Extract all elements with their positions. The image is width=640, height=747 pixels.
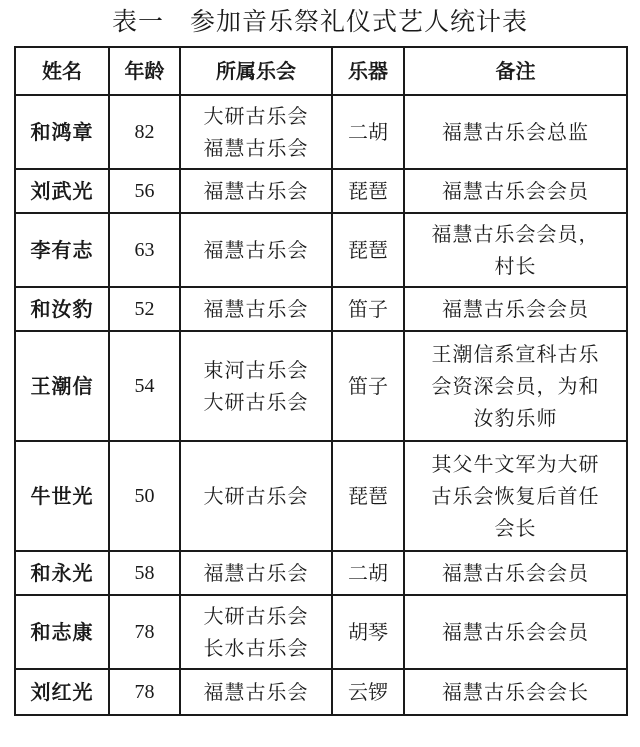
cell-instrument: 云锣 — [332, 669, 404, 715]
cell-instrument: 笛子 — [332, 287, 404, 331]
org-line: 大研古乐会 — [203, 390, 309, 414]
note-line: 福慧古乐会会员 — [442, 561, 589, 585]
table-row — [15, 331, 627, 441]
cell-name: 和志康 — [15, 595, 109, 669]
cell-note — [404, 669, 627, 715]
note-line: 福慧古乐会会员， — [431, 222, 600, 246]
header-name: 姓名 — [15, 47, 109, 95]
header-instrument: 乐器 — [332, 47, 404, 95]
header-note: 备注 — [404, 47, 627, 95]
org-line: 大研古乐会 — [203, 484, 309, 508]
table-row — [15, 441, 627, 551]
cell-instrument: 琵琶 — [332, 213, 404, 287]
cell-org — [180, 95, 332, 169]
table-caption — [0, 0, 640, 44]
cell-age: 82 — [109, 95, 180, 169]
cell-note — [404, 287, 627, 331]
cell-age: 56 — [109, 169, 180, 213]
org-line: 大研古乐会 — [203, 104, 309, 128]
cell-note — [404, 95, 627, 169]
org-line: 福慧古乐会 — [203, 561, 309, 585]
note-line: 其父牛文军为大研 — [431, 452, 600, 476]
header-org: 所属乐会 — [180, 47, 332, 95]
org-line: 福慧古乐会 — [203, 238, 309, 262]
table-row — [15, 169, 627, 213]
table-row — [15, 669, 627, 715]
note-line: 汝豹乐师 — [473, 406, 558, 430]
note-line: 福慧古乐会会员 — [442, 297, 589, 321]
note-line: 会资深会员，为和 — [431, 374, 600, 398]
org-line: 长水古乐会 — [203, 636, 309, 660]
cell-name: 牛世光 — [15, 441, 109, 551]
table-row — [15, 287, 627, 331]
cell-name: 和汝豹 — [15, 287, 109, 331]
cell-org — [180, 669, 332, 715]
cell-note — [404, 441, 627, 551]
note-line: 福慧古乐会会员 — [442, 179, 589, 203]
org-line: 福慧古乐会 — [203, 179, 309, 203]
cell-org — [180, 331, 332, 441]
cell-org — [180, 213, 332, 287]
cell-instrument: 笛子 — [332, 331, 404, 441]
cell-org — [180, 551, 332, 595]
org-line: 福慧古乐会 — [203, 297, 309, 321]
note-line: 会长 — [494, 516, 537, 540]
artist-table — [14, 46, 628, 716]
table-row — [15, 95, 627, 169]
table-row — [15, 213, 627, 287]
cell-org — [180, 287, 332, 331]
cell-name: 和鸿章 — [15, 95, 109, 169]
cell-note — [404, 551, 627, 595]
cell-age: 63 — [109, 213, 180, 287]
note-line: 福慧古乐会会员 — [442, 620, 589, 644]
note-line: 王潮信系宣科古乐 — [431, 342, 600, 366]
note-line: 福慧古乐会总监 — [442, 120, 589, 144]
cell-name: 刘武光 — [15, 169, 109, 213]
caption-title: 参加音乐祭礼仪式艺人统计表 — [190, 7, 529, 36]
cell-name: 和永光 — [15, 551, 109, 595]
cell-instrument: 胡琴 — [332, 595, 404, 669]
table-row — [15, 595, 627, 669]
cell-age: 78 — [109, 595, 180, 669]
cell-age: 52 — [109, 287, 180, 331]
org-line: 福慧古乐会 — [203, 680, 309, 704]
cell-note — [404, 169, 627, 213]
header-age: 年龄 — [109, 47, 180, 95]
org-line: 束河古乐会 — [203, 358, 309, 382]
cell-name: 刘红光 — [15, 669, 109, 715]
cell-age: 78 — [109, 669, 180, 715]
org-line: 大研古乐会 — [203, 604, 309, 628]
cell-instrument: 琵琶 — [332, 169, 404, 213]
cell-org — [180, 595, 332, 669]
cell-instrument: 二胡 — [332, 95, 404, 169]
note-line: 村长 — [494, 254, 537, 278]
cell-note — [404, 595, 627, 669]
cell-org — [180, 169, 332, 213]
table-body — [15, 95, 627, 715]
cell-instrument: 琵琶 — [332, 441, 404, 551]
cell-note — [404, 331, 627, 441]
cell-age: 58 — [109, 551, 180, 595]
caption-label: 表一 — [111, 7, 164, 36]
cell-org — [180, 441, 332, 551]
note-line: 福慧古乐会会长 — [442, 680, 589, 704]
cell-note — [404, 213, 627, 287]
cell-age: 50 — [109, 441, 180, 551]
header-row — [15, 47, 627, 95]
cell-instrument: 二胡 — [332, 551, 404, 595]
cell-name: 王潮信 — [15, 331, 109, 441]
org-line: 福慧古乐会 — [203, 136, 309, 160]
table-row — [15, 551, 627, 595]
note-line: 古乐会恢复后首任 — [431, 484, 600, 508]
cell-age: 54 — [109, 331, 180, 441]
cell-name: 李有志 — [15, 213, 109, 287]
